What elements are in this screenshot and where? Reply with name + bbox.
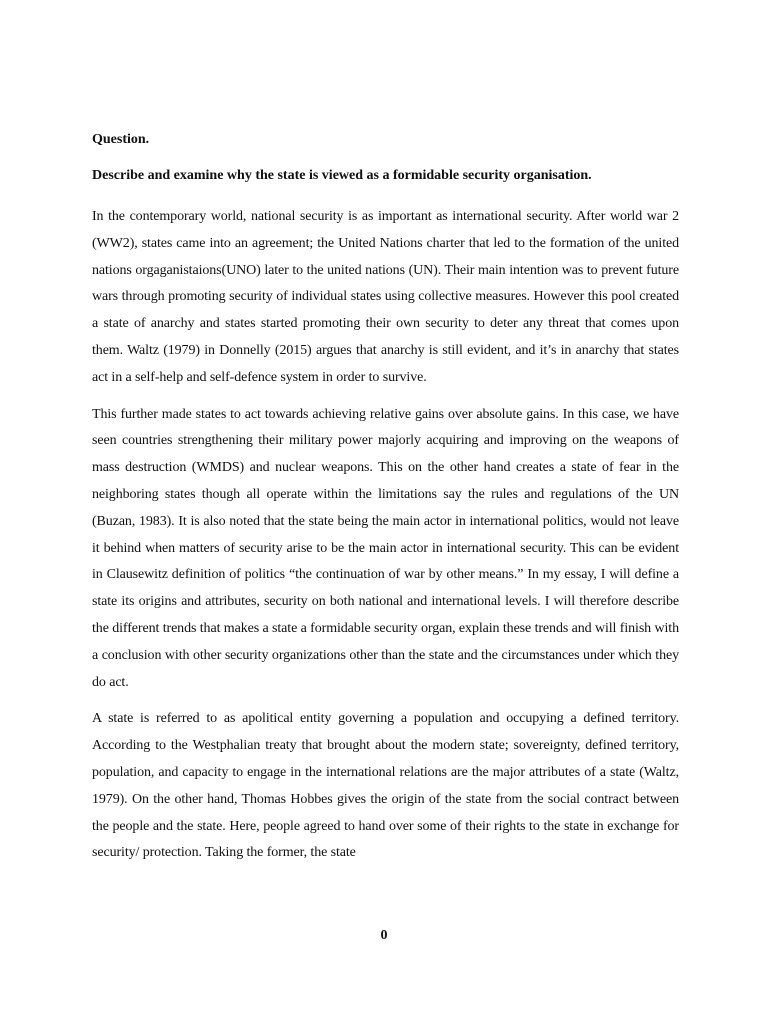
- paragraph-3: A state is referred to as apolitical entity governing a population and occupying a defined territory. According to the Westphalian treaty that brought about the modern state; sovereignty, defined territory, population, and capacity to engage in the international relations are the major attributes of a state (Waltz, 1979). On the other hand, Thomas Hobbes gives the origin of the state from the social contract between the people and the state. Here, people agreed to hand over some of their rights to the state in exchange for security/ protection. Taking the former, the state: [92, 711, 679, 861]
- question-label: Question.: [92, 132, 150, 147]
- page-number: 0: [380, 928, 388, 943]
- essay-body: [92, 204, 679, 877]
- paragraph-1: In the contemporary world, national security is as important as international security. After world war 2 (WW2), states came into an agreement; the United Nations charter that led to the formation of the united nations orgaganistaions(UNO) later to the united nations (UN). Their main intention was to prevent future wars through promoting security of individual states using collective measures. However this pool created a state of anarchy and states started promoting their own security to deter any threat that comes upon them. Waltz (1979) in Donnelly (2015) argues that anarchy is still evident, and it’s in anarchy that states act in a self-help and self-defence system in order to survive.: [92, 209, 679, 385]
- question-text: Describe and examine why the state is viewed as a formidable security organisation.: [92, 168, 592, 183]
- paragraph-2: This further made states to act towards achieving relative gains over absolute gains. In this case, we have seen countries strengthening their military power majorly acquiring and improving on the weapons of mass destruction (WMDS) and nuclear weapons. This on the other hand creates a state of fear in the neighboring states though all operate within the limitations say the rules and regulations of the UN (Buzan, 1983). It is also noted that the state being the main actor in international politics, would not leave it behind when matters of security arise to be the main actor in international security. This can be evident in Clausewitz definition of politics “the continuation of war by other means.” In my essay, I will define a state its origins and attributes, security on both national and international levels. I will therefore describe the different trends that makes a state a formidable security organ, explain these trends and will finish with a conclusion with other security organizations other than the state and the circumstances under which they do act.: [92, 406, 679, 690]
